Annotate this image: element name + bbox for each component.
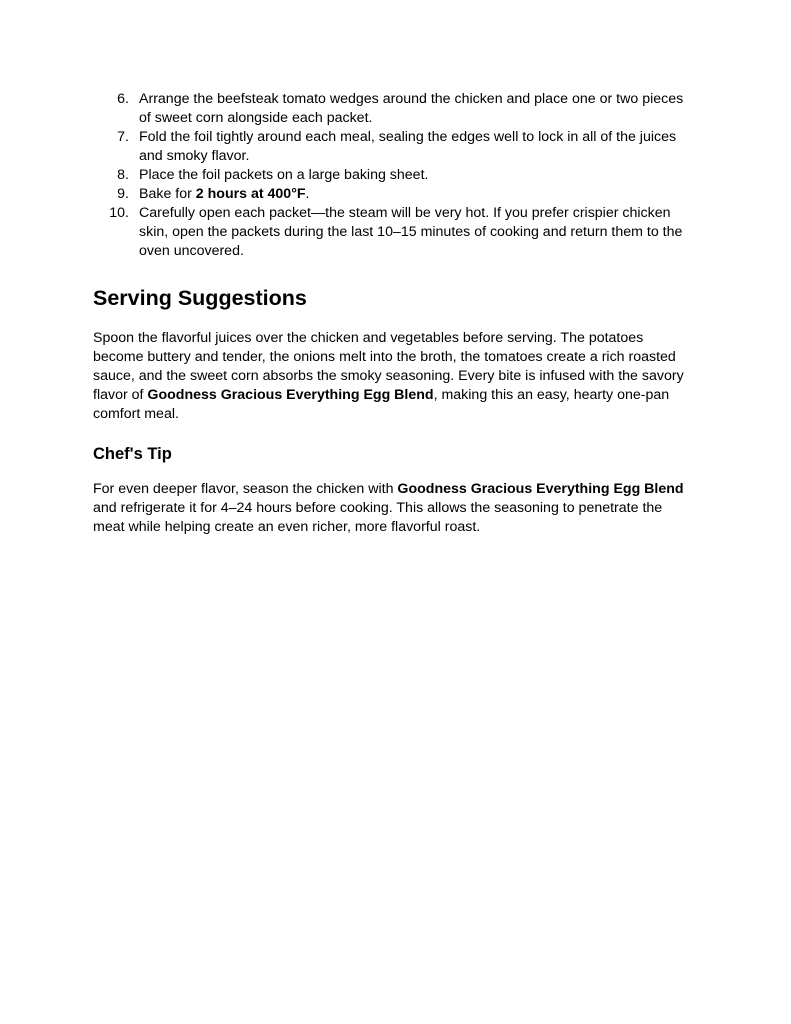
tip-text-post: and refrigerate it for 4–24 hours before cooking. This allows the seasoning to penetrate the meat while helping create an even richer, more flavorful roast.: [93, 500, 663, 535]
step-text: Arrange the beefsteak tomato wedges around the chicken and place one or two pieces of sweet corn alongside each packet.: [139, 91, 684, 126]
step-number: 9.: [117, 186, 129, 202]
serving-suggestions-heading: Serving Suggestions: [93, 286, 307, 310]
serving-suggestions-paragraph: [93, 329, 693, 424]
step-text-post: .: [305, 186, 310, 202]
step-number: 6.: [117, 91, 129, 107]
serving-text-post: , making this an easy, hearty one-pan comfort meal.: [93, 387, 670, 422]
serving-text-pre: Spoon the flavorful juices over the chicken and vegetables before serving. The potatoes become buttery and tender, the onions melt into the broth, the tomatoes create a rich roasted sauce, and the sweet corn absorbs the smoky seasoning. Every bite is infused with the savory flavor of: [93, 330, 684, 403]
document-page: [93, 90, 693, 537]
instruction-steps-list: [93, 90, 693, 261]
product-name-bold: Goodness Gracious Everything Egg Blend: [147, 387, 434, 403]
list-item: [93, 204, 693, 261]
bake-time-bold: 2 hours at 400°F: [195, 186, 306, 202]
list-item: [93, 166, 693, 185]
step-text: Carefully open each packet—the steam will be very hot. If you prefer crispier chicken skin, open the packets during the last 10–15 minutes of cooking and return them to the oven uncovered.: [139, 205, 683, 259]
list-item: [93, 90, 693, 128]
step-number: 7.: [117, 129, 129, 145]
step-text-pre: Bake for: [139, 186, 196, 202]
step-number: 10.: [109, 205, 129, 221]
list-item: [93, 185, 693, 204]
step-text: [139, 186, 310, 202]
chefs-tip-paragraph: [93, 480, 693, 537]
chefs-tip-heading: Chef's Tip: [93, 445, 172, 463]
product-name-bold: Goodness Gracious Everything Egg Blend: [397, 481, 684, 497]
step-text: Fold the foil tightly around each meal, sealing the edges well to lock in all of the juices and smoky flavor.: [139, 129, 677, 164]
step-number: 8.: [117, 167, 129, 183]
list-item: [93, 128, 693, 166]
tip-text-pre: For even deeper flavor, season the chicken with: [93, 481, 398, 497]
step-text: Place the foil packets on a large baking sheet.: [139, 167, 429, 183]
